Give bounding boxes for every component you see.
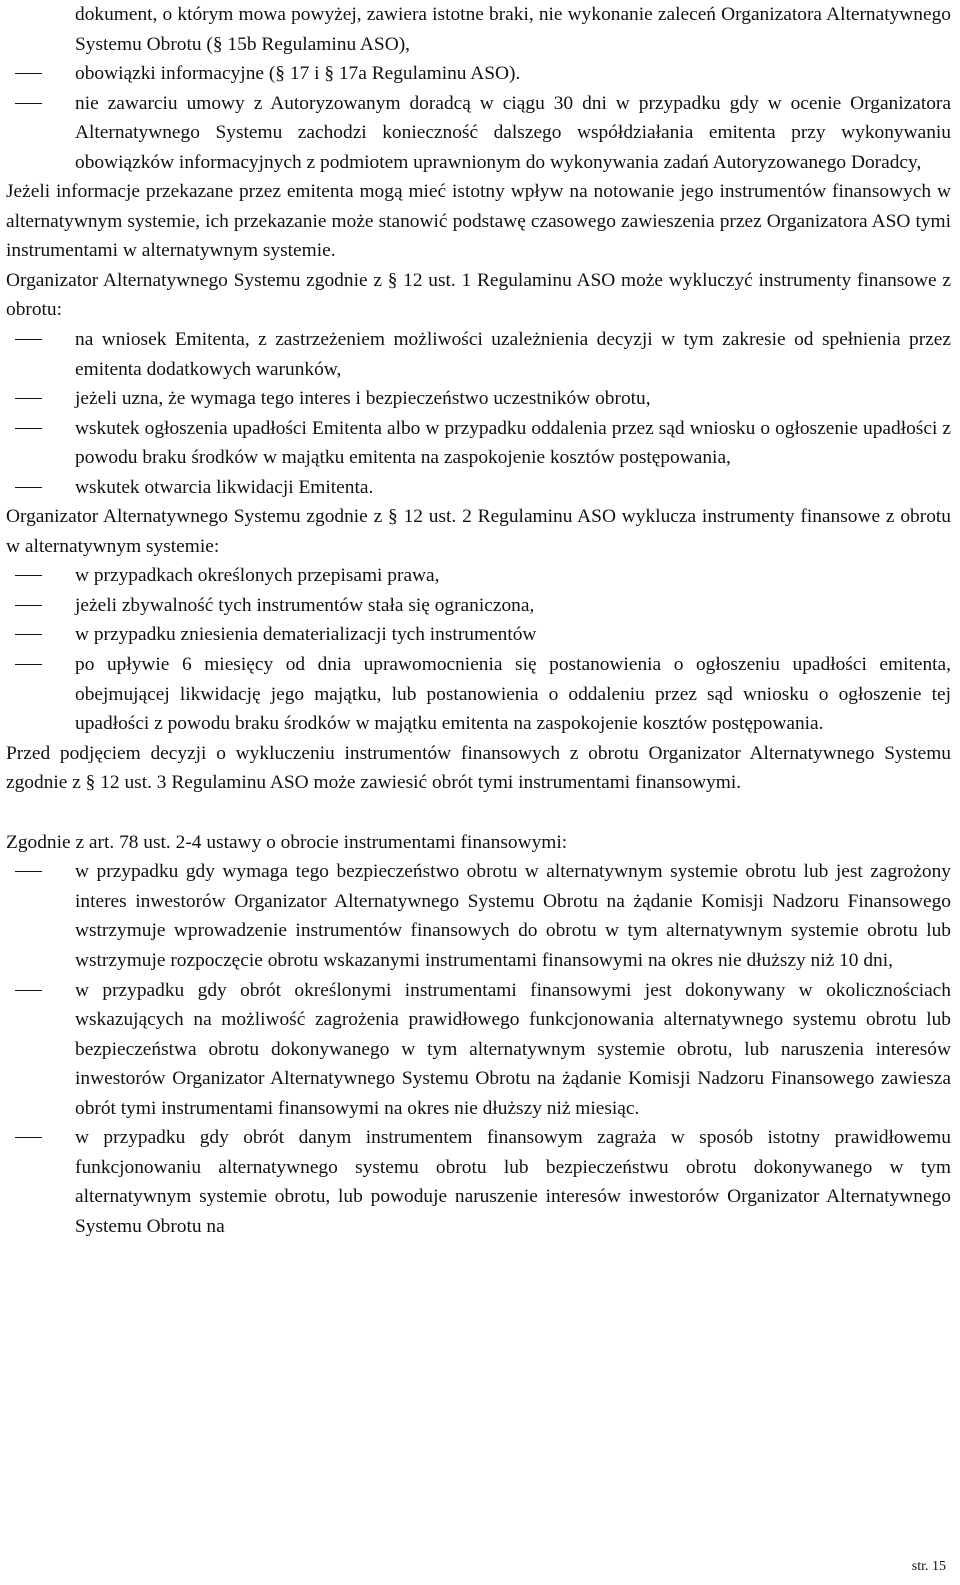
list-item: w przypadku gdy obrót danym instrumentem finansowym zagraża w sposób istotny prawidłowemu funkcjonowaniu alternatywnego systemu obrotu lub bezpieczeństwu obrotu dokonywanego w tym alternatywnym systemie obrotu, lub powoduje naruszenie interesów inwestorów Organizator Alternatywnego Systemu Obrotu na: [6, 1123, 951, 1241]
dash-bullet-icon: [15, 605, 42, 606]
list-item: w przypadku zniesienia dematerializacji tych instrumentów: [6, 620, 951, 650]
dash-bullet-icon: [15, 428, 42, 429]
list-item: w przypadku gdy obrót określonymi instrumentami finansowymi jest dokonywany w okolicznościach wskazujących na możliwość zagrożenia prawidłowego funkcjonowania alternatywnego systemu obrotu lub bezpieczeństwa obrotu dokonywanego w tym alternatywnym systemie obrotu, lub naruszenia interesów inwestorów Organizator Alternatywnego Systemu Obrotu na żądanie Komisji Nadzoru Finansowego zawiesza obrót tymi instrumentami finansowymi na okres nie dłuższy niż miesiąc.: [6, 976, 951, 1124]
list-item: w przypadkach określonych przepisami prawa,: [6, 561, 951, 591]
paragraph-before-decision: Przed podjęciem decyzji o wykluczeniu instrumentów finansowych z obrotu Organizator Alternatywnego Systemu zgodnie z § 12 ust. 3 Regulaminu ASO może zawiesić obrót tymi instrumentami finansowymi.: [6, 742, 951, 794]
list-item: wskutek ogłoszenia upadłości Emitenta albo w przypadku oddalenia przez sąd wniosku o ogłoszenie upadłości z powodu braku środków w majątku emitenta na zaspokojenie kosztów postępowania,: [6, 414, 951, 473]
dash-bullet-icon: [15, 103, 42, 104]
list-item: obowiązki informacyjne (§ 17 i § 17a Regulaminu ASO).: [6, 59, 951, 89]
dash-bullet-icon: [15, 73, 42, 74]
dash-bullet-icon: [15, 339, 42, 340]
list-item: jeżeli zbywalność tych instrumentów stała się ograniczona,: [6, 591, 951, 621]
list-item: wskutek otwarcia likwidacji Emitenta.: [6, 473, 951, 503]
dash-bullet-icon: [15, 871, 42, 872]
dash-bullet-icon: [15, 990, 42, 991]
dash-bullet-icon: [15, 575, 42, 576]
dash-bullet-icon: [15, 398, 42, 399]
page-number: str. 15: [911, 1559, 946, 1574]
document-page: [6, 0, 951, 1241]
list-may-exclude: [6, 325, 951, 502]
dash-bullet-icon: [15, 664, 42, 665]
continuation-text: dokument, o którym mowa powyżej, zawiera istotne braki, nie wykonanie zaleceń Organizatora Alternatywnego Systemu Obrotu (§ 15b Regulaminu ASO),: [75, 4, 951, 55]
paragraph-suspension: Jeżeli informacje przekazane przez emitenta mogą mieć istotny wpływ na notowanie jego instrumentów finansowych w alternatywnym systemie, ich przekazanie może stanowić podstawę czasowego zawieszenia przez Organizatora ASO tymi instrumentami w alternatywnym systemie.: [6, 181, 951, 262]
paragraph-may-exclude: Organizator Alternatywnego Systemu zgodnie z § 12 ust. 1 Regulaminu ASO może wykluczyć instrumenty finansowe z obrotu:: [6, 269, 951, 321]
list-excludes: [6, 561, 951, 738]
dash-bullet-icon: [15, 1137, 42, 1138]
list-item: po upływie 6 miesięcy od dnia uprawomocnienia się postanowienia o ogłoszeniu upadłości emitenta, obejmującej likwidację jego majątku, lub postanowienia o oddaleniu przez sąd wniosku o ogłoszenie tej upadłości z powodu braku środków w majątku emitenta na zaspokojenie kosztów postępowania.: [6, 650, 951, 739]
dash-bullet-icon: [15, 487, 42, 488]
paragraph-gap: [6, 798, 951, 828]
list-obligations: [6, 59, 951, 177]
list-art78: [6, 857, 951, 1241]
list-item: jeżeli uzna, że wymaga tego interes i bezpieczeństwo uczestników obrotu,: [6, 384, 951, 414]
list-item: na wniosek Emitenta, z zastrzeżeniem możliwości uzależnienia decyzji w tym zakresie od spełnienia przez emitenta dodatkowych warunków,: [6, 325, 951, 384]
paragraph-art78: Zgodnie z art. 78 ust. 2-4 ustawy o obrocie instrumentami finansowymi:: [6, 831, 568, 853]
list-item: nie zawarciu umowy z Autoryzowanym doradcą w ciągu 30 dni w przypadku gdy w ocenie Organizatora Alternatywnego Systemu zachodzi konieczność dalszego współdziałania emitenta przy wykonywaniu obowiązków informacyjnych z podmiotem uprawnionym do wykonywania zadań Autoryzowanego Doradcy,: [6, 89, 951, 178]
list-item: w przypadku gdy wymaga tego bezpieczeństwo obrotu w alternatywnym systemie obrotu lub jest zagrożony interes inwestorów Organizator Alternatywnego Systemu Obrotu na żądanie Komisji Nadzoru Finansowego wstrzymuje wprowadzenie instrumentów finansowych do obrotu w tym alternatywnym systemie obrotu lub wstrzymuje rozpoczęcie obrotu wskazanymi instrumentami finansowymi na okres nie dłuższy niż 10 dni,: [6, 857, 951, 975]
paragraph-excludes: Organizator Alternatywnego Systemu zgodnie z § 12 ust. 2 Regulaminu ASO wyklucza instrumenty finansowe z obrotu w alternatywnym systemie:: [6, 506, 951, 557]
dash-bullet-icon: [15, 634, 42, 635]
